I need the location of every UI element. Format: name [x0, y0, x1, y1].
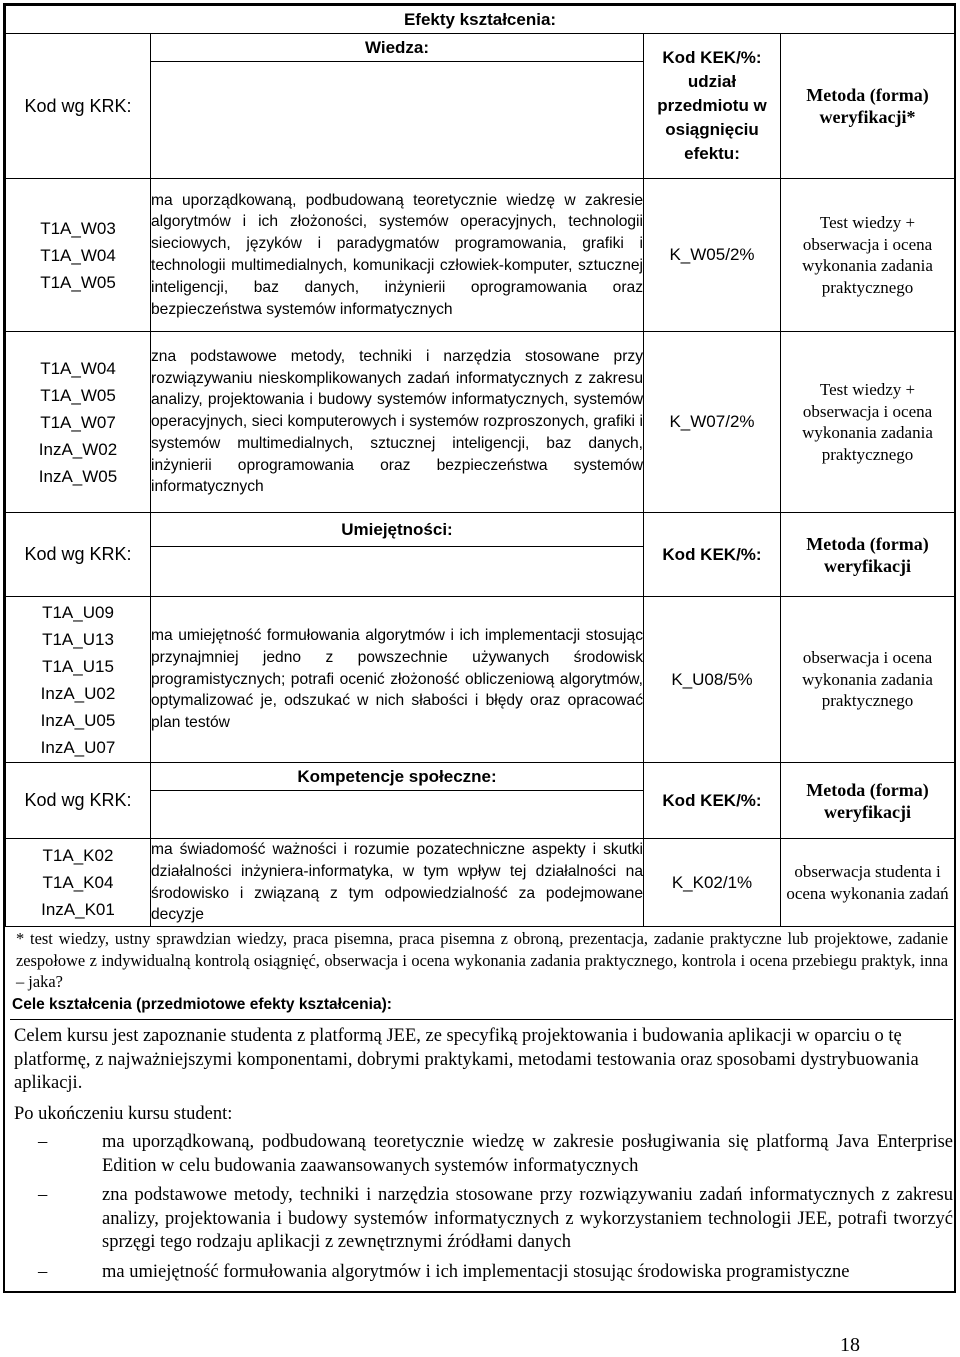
- method-header: Metoda (forma) weryfikacji: [781, 763, 955, 839]
- kek-code: K_K02/1%: [644, 839, 781, 927]
- goals-title: Cele kształcenia (przedmiotowe efekty kształcenia):: [12, 996, 392, 1013]
- knowledge-row: [6, 179, 955, 332]
- kek-code: K_U08/5%: [644, 597, 781, 763]
- goals-divider: [10, 1019, 953, 1020]
- kek-header: Kod KEK/%:: [644, 763, 781, 839]
- outcomes-list: [10, 1131, 953, 1284]
- effect-description: ma umiejętność formułowania algorytmów i ich implementacji stosując przynajmniej jedno z powszechnie używanych środowisk programistycznych; potrafi ocenić złożoność obliczeniową algorytmów, optymalizować je, odszukać w nich słabości i błędy oraz opracować plan testów: [151, 597, 644, 763]
- outcome-text: ma umiejętność formułowania algorytmów i ich implementacji stosując środowiska programistyczne: [102, 1261, 850, 1282]
- verification-method: obserwacja studenta i ocena wykonania zadań: [781, 839, 955, 927]
- method-header: Metoda (forma) weryfikacji: [781, 513, 955, 597]
- verification-method: Test wiedzy + obserwacja i ocena wykonania zadania praktycznego: [781, 332, 955, 513]
- outcome-text: zna podstawowe metody, techniki i narzędzia stosowane przy rozwiązywaniu zadań informatycznych z zakresu analizy, projektowania i budowy systemów informatycznych z wykorzystaniem technologii JEE, potrafi tworzyć sprzęgi tego rodzaju aplikacji z zewnętrznymi źródłami danych: [102, 1185, 953, 1252]
- krk-header: Kod wg KRK:: [6, 34, 151, 179]
- page-number: 18: [840, 1334, 860, 1356]
- outcome-text: ma uporządkowaną, podbudowaną teoretycznie wiedzę w zakresie posługiwania się platformą Java Enterprise Edition w celu budowania zaawansowanych systemów informatycznych: [102, 1132, 953, 1176]
- method-header: Metoda (forma) weryfikacji*: [781, 34, 955, 179]
- knowledge-title: Wiedza:: [151, 34, 644, 62]
- dash-bullet: –: [38, 1185, 48, 1205]
- goals-text: Celem kursu jest zapoznanie studenta z platformą JEE, ze specyfiką projektowania i budowania aplikacji w oparciu o tę platformę, z najważniejszymi komponentami, dobrymi praktykami, metodami testowania oraz sposobami dystrybuowania aplikacji.: [14, 1026, 919, 1093]
- effect-description: ma uporządkowaną, podbudowaną teoretycznie wiedzę w zakresie algorytmów i ich złożoności, systemów operacyjnych, technologii sieciowych, języków i paradygmatów programowania, grafiki i technologii multimedialnych, komunikacji człowiek-komputer, sztucznej inteligencji, baz danych, inżynierii oprogramowania oraz bezpieczeństwa systemów informatycznych: [151, 179, 644, 332]
- krk-codes: T1A_W03 T1A_W04 T1A_W05: [6, 179, 151, 332]
- effect-description: zna podstawowe metody, techniki i narzędzia stosowane przy rozwiązywaniu nieskomplikowanych zadań informatycznych z zakresu analizy, projektowania i budowy systemów informatycznych, systemów operacyjnych, sieci komputerowych i systemów rozproszonych, grafiki i systemów multimedialnych, sztucznej inteligencji, baz danych, inżynierii oprogramowania oraz bezpieczeństwa systemów informatycznych: [151, 332, 644, 513]
- social-row: [6, 839, 955, 927]
- knowledge-header-blank: [151, 62, 644, 179]
- list-item: [10, 1184, 953, 1255]
- effect-description: ma świadomość ważności i rozumie pozatechniczne aspekty i skutki działalności inżyniera-informatyka, w tym wpływ tej działalności na środowisko i związaną z tym odpowiedzialność za podejmowane decyzje: [151, 839, 644, 927]
- knowledge-row: [6, 332, 955, 513]
- list-item: [10, 1261, 953, 1285]
- verification-method: Test wiedzy + obserwacja i ocena wykonania zadania praktycznego: [781, 179, 955, 332]
- krk-header: Kod wg KRK:: [6, 513, 151, 597]
- goals-section: [10, 996, 953, 1290]
- effects-title: Efekty kształcenia:: [6, 6, 955, 34]
- kek-code: K_W05/2%: [644, 179, 781, 332]
- krk-header: Kod wg KRK:: [6, 763, 151, 839]
- skills-row: [6, 597, 955, 763]
- dash-bullet: –: [38, 1132, 48, 1152]
- krk-codes: T1A_W04 T1A_W05 T1A_W07 InzA_W02 InzA_W05: [6, 332, 151, 513]
- social-header-blank: [151, 791, 644, 839]
- skills-title: Umiejętności:: [151, 513, 644, 547]
- dash-bullet: –: [38, 1261, 48, 1282]
- effects-table: [5, 5, 955, 927]
- kek-header: Kod KEK/%: udział przedmiotu w osiągnięciu efektu:: [644, 34, 781, 179]
- kek-code: K_W07/2%: [644, 332, 781, 513]
- krk-codes: T1A_K02 T1A_K04 InzA_K01: [6, 839, 151, 927]
- outcomes-intro: Po ukończeniu kursu student:: [14, 1103, 233, 1124]
- kek-header: Kod KEK/%:: [644, 513, 781, 597]
- list-item: [10, 1131, 953, 1178]
- skills-header-blank: [151, 547, 644, 597]
- verification-footnote: * test wiedzy, ustny sprawdzian wiedzy, praca pisemna, praca pisemna z obroną, prezentacja, zadanie praktyczne lub projektowe, zadanie zespołowe z indywidualną kontrolą osiągnięć, obserwacja i ocena wykonania zadania praktycznego, kontrola i ocena przebiegu praktyk, inna – jaka?: [16, 929, 948, 991]
- social-title: Kompetencje społeczne:: [151, 763, 644, 791]
- krk-codes: T1A_U09 T1A_U13 T1A_U15 InzA_U02 InzA_U05 InzA_U07: [6, 597, 151, 763]
- verification-method: obserwacja i ocena wykonania zadania praktycznego: [781, 597, 955, 763]
